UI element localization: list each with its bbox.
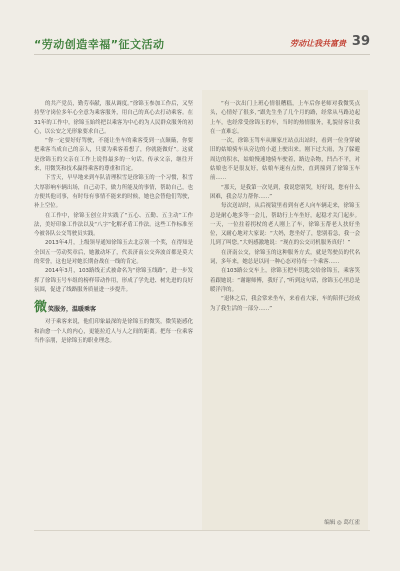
right-column bbox=[202, 90, 368, 530]
right-paragraph: “有一次出门上班心情很糟糕，上车后你老师对我微笑点头，心情好了很多，”跟先生坐了几个月的路，经常从马路边起上车，也经常受徐锦玉的车，当时的热情服务，礼貌待客让我在一直难忘。 bbox=[210, 101, 360, 135]
left-paragraph: 2014年3月，103路线正式被命名为“徐锦玉线路”，进一步发挥了徐锦玉号车组的榜样带动作用，形成了学先进、树先进的良好氛围，促进了线路服务质量进一步提升。 bbox=[34, 268, 193, 293]
right-paragraph: 在济南公交，徐锦玉的这种服务方式，就是驾驶员的代名词，多年来，她总是以同一种心态对待每一个乘客…… bbox=[210, 249, 360, 266]
left-column bbox=[34, 100, 193, 540]
left-paragraph: “你一定要好好驾驶，不能让坐车的乘客受到一点颠簸，你要把乘客当成自己的亲人，只要为乘客着想了，你就能做好”。这就是徐锦玉的父亲在工作上说得最多的一句话。传承父亲，继往开来，用微笑和技术赢得乘客的尊重和肯定。 bbox=[34, 138, 193, 173]
section-title: “劳动创造幸福”征文活动 bbox=[34, 38, 165, 51]
right-paragraph: 每次送站时，从后视镜里看到有老人向车辆走来，徐锦玉总是耐心地多等一会儿，帮助行上车坐好，起稳才关门起步。一天，一位拄着拐杖的老人刚上了车，徐锦玉帮老人扶好坐位，又耐心地对大家说：“大妈，您坐好了，您别着急，我一会儿到了叫您。”大妈感激地说：“现在的公交司机服务真好！” bbox=[210, 203, 360, 247]
left-paragraph: 对于乘客来说，他们印象最深的是徐锦玉的微笑，微笑能感化和治愈一个人的内心，更能拉近人与人之间的距离。把每一位乘客当作亲朋，是徐锦玉的职业理念。 bbox=[34, 319, 193, 344]
section-heading-text: 笑服务，温暖乘客 bbox=[48, 306, 97, 314]
section-heading bbox=[34, 301, 193, 314]
section-heading-initial: 微 bbox=[34, 300, 48, 316]
left-paragraph: 下雪天，早早地来到车队清理积雪是徐锦玉的一个习惯，积雪大厚影响车辆出场，自己动手，做力所能及的事情，帮助自己，也方便其他司事，有时每有事情不能来的时候，她也会替他们驾驶，补上空位。 bbox=[34, 175, 193, 210]
right-paragraph: “退休之后，我会常来坐车，来看看大家，车的陪伴已经成为了我生活的一部分……” bbox=[210, 296, 360, 312]
left-paragraph: 的共产党员，勤劳奉献，服从调度。”徐锦玉参加工作后，又坚持坚守岗位多年心全意为乘客服务，用自己的真心去打动乘客。在31年的工作中，徐锦玉始终把以乘客为中心的为人民群众服务的初心，以公安之光形象要求自己。 bbox=[34, 101, 193, 135]
left-paragraph: 在工作中，徐锦玉创立并实践了“五心、五勤、五主动”工作法，美好印象工作法以及“八字”化解矛盾工作法。这些工作标准至今被各队公交驾驶员实践。 bbox=[34, 212, 193, 238]
page-number: 39 bbox=[351, 34, 370, 49]
section-subtitle: 劳动让我共富贵 bbox=[290, 39, 346, 48]
editor-credit: 编辑 ◎ 葛红雀 bbox=[324, 520, 360, 526]
right-paragraph: 一次，徐锦玉驾车从顺家庄站点出站时，看到一位身穿破旧的姑娘骑车从旁边的小道上驶出来。刚下过大雨，为了躲避周边的积水，姑娘慢速地骑车驶着，路边杂物，凹凸不平，对姑娘也不是很友好，姑娘车速有点快，直到撞到了徐锦玉车前…… bbox=[210, 138, 360, 182]
footer-divider bbox=[34, 530, 370, 531]
right-paragraph: “那天，是我第一次见到，我说您别哭，好好说，您有什么困难，我会尽力帮你……” bbox=[210, 184, 360, 200]
left-paragraph: 2013年4月，上级领导通知徐锦玉去北京领一个奖，在得知是全国五一劳动奖章后，她激动坏了，代表济南公交奔波首都是莫大的荣誉，这也是对她长期奋战在一线的肯定。 bbox=[34, 240, 193, 266]
header-divider bbox=[34, 54, 370, 55]
page-header bbox=[0, 0, 400, 62]
right-paragraph: 在103路公交车上，徐锦玉把车钥匙交给徐锦玉，乘客笑着跟她说：“谢谢师傅，我好了，”听到这句话，徐锦玉心里总是暖洋洋的。 bbox=[210, 268, 360, 293]
